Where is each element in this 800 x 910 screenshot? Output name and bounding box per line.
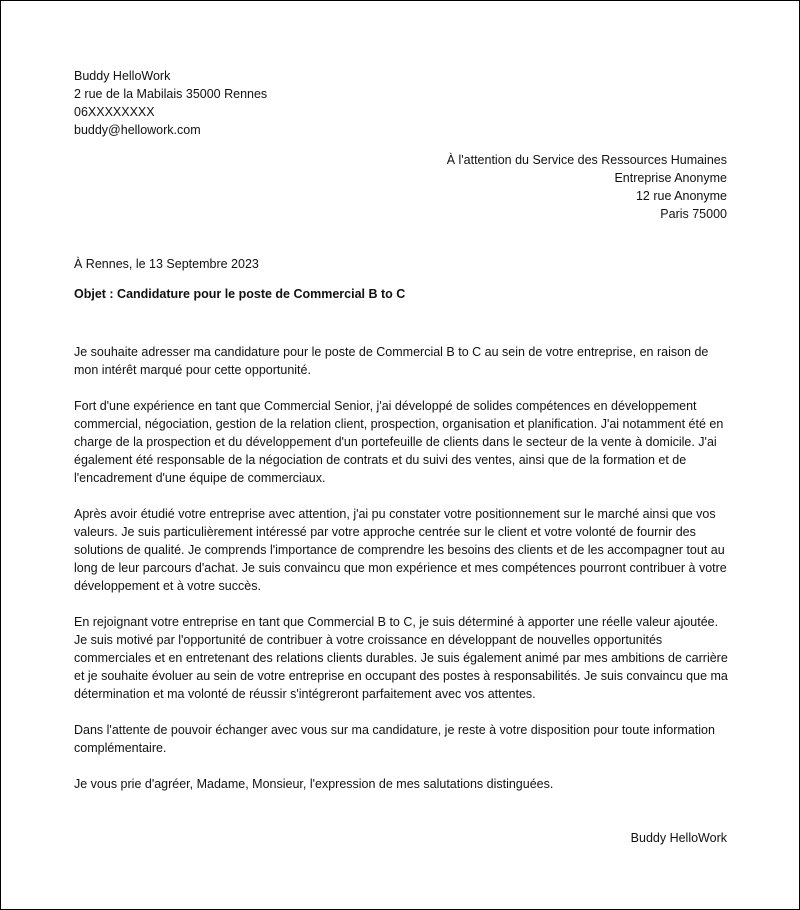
body-paragraph: Fort d'une expérience en tant que Commercial Senior, j'ai développé de solides compétences en développement commercial, négociation, gestion de la relation client, prospection, organisation et planification. J'ai notamment été en charge de la prospection et du développement d'un portefeuille de clients dans le secteur de la vente à domicile. J'ai également été responsable de la négociation de contrats et du suivi des ventes, ainsi que de la formation et de l'encadrement d'une équipe de commerciaux. bbox=[74, 399, 724, 485]
closing-paragraph: Je vous prie d'agréer, Madame, Monsieur, l'expression de mes salutations distinguées. bbox=[74, 777, 554, 791]
body-paragraph: Après avoir étudié votre entreprise avec attention, j'ai pu constater votre positionnement sur le marché ainsi que vos valeurs. Je suis particulièrement intéressé par votre approche centrée sur le client et votre volonté de fournir des solutions de qualité. Je comprends l'importance de comprendre les besoins des clients et de les accompagner tout au long de leur parcours d'achat. Je suis convaincu que mon expérience et mes compétences pourront contribuer à votre développement et à votre succès. bbox=[74, 507, 727, 593]
sender-name: Buddy HelloWork bbox=[74, 69, 171, 83]
date-line: À Rennes, le 13 Septembre 2023 bbox=[74, 257, 259, 271]
body-paragraph: En rejoignant votre entreprise en tant que Commercial B to C, je suis déterminé à apporter une réelle valeur ajoutée. Je suis motivé par l'opportunité de contribuer à votre croissance en développant de nouvelles opportunités commerciales et en entretenant des relations clients durables. Je suis également animé par mes ambitions de carrière et je souhaite évoluer au sein de votre entreprise en occupant des postes à responsabilités. Je suis convaincu que ma détermination et ma volonté de réussir s'intégreront parfaitement avec vos attentes. bbox=[74, 615, 728, 701]
sender-phone: 06XXXXXXXX bbox=[74, 105, 155, 119]
subject-line: Objet : Candidature pour le poste de Commercial B to C bbox=[74, 287, 406, 301]
recipient-company: Entreprise Anonyme bbox=[614, 171, 727, 185]
letter-body bbox=[74, 343, 730, 811]
sender-email: buddy@hellowork.com bbox=[74, 123, 201, 137]
recipient-attention: À l'attention du Service des Ressources Humaines bbox=[446, 153, 727, 167]
body-paragraph: Je souhaite adresser ma candidature pour le poste de Commercial B to C au sein de votre entreprise, en raison de mon intérêt marqué pour cette opportunité. bbox=[74, 345, 709, 377]
sender-block bbox=[74, 67, 267, 139]
recipient-street: 12 rue Anonyme bbox=[635, 189, 727, 203]
sender-address: 2 rue de la Mabilais 35000 Rennes bbox=[74, 87, 268, 101]
recipient-block bbox=[447, 151, 727, 223]
recipient-city: Paris 75000 bbox=[660, 207, 727, 221]
signature: Buddy HelloWork bbox=[630, 831, 727, 845]
body-paragraph: Dans l'attente de pouvoir échanger avec vous sur ma candidature, je reste à votre disposition pour toute information complémentaire. bbox=[74, 723, 715, 755]
